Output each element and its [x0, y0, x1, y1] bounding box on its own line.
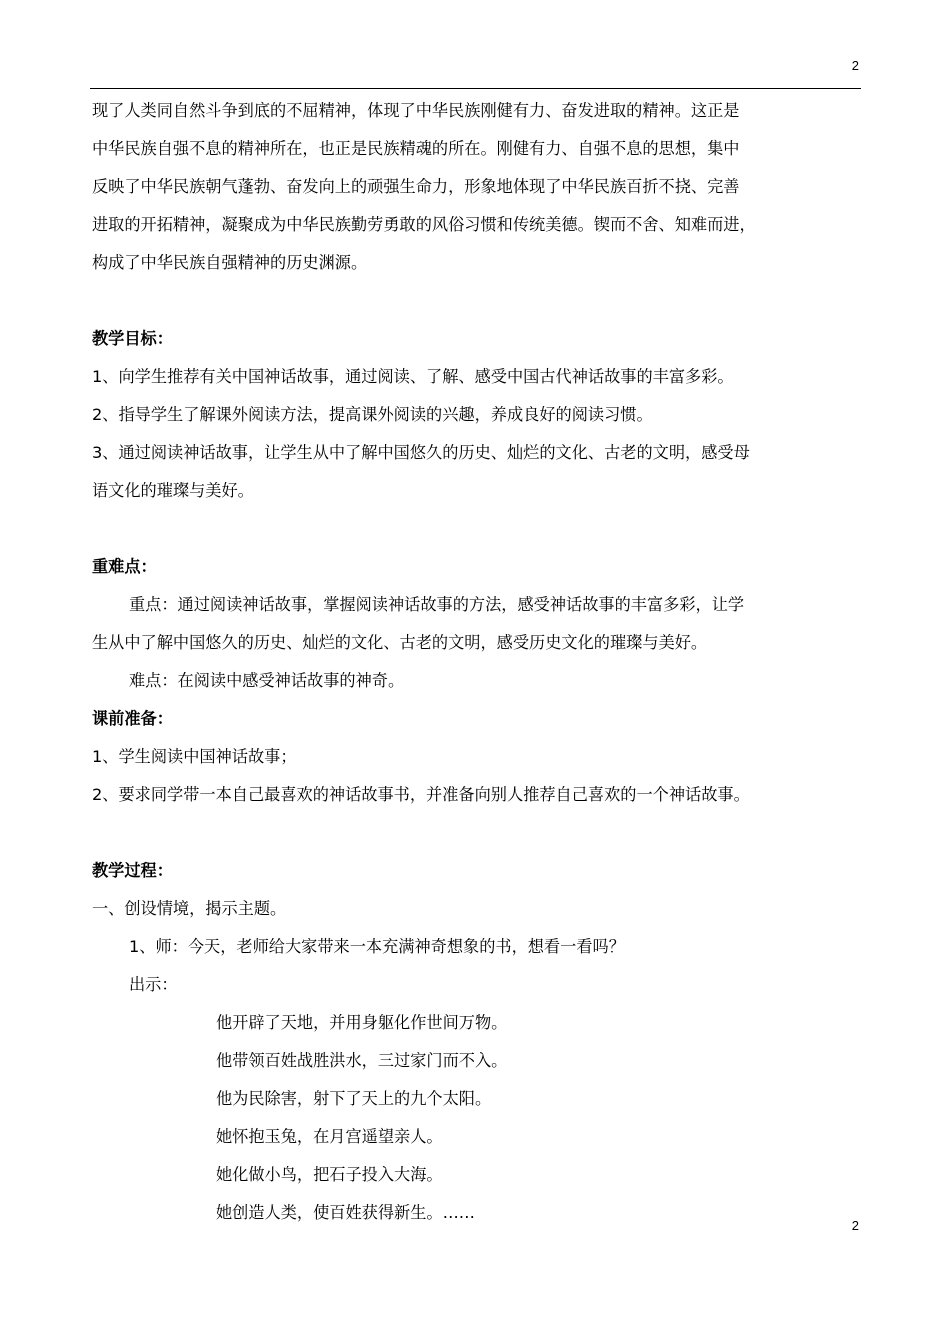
process-step: 1、师：今天，老师给大家带来一本充满神奇想象的书，想看一看吗？	[129, 937, 625, 956]
key-points-heading: 重难点：	[92, 557, 157, 576]
goals-heading: 教学目标：	[92, 329, 173, 348]
intro-line: 中华民族自强不息的精神所在，也正是民族精魂的所在。刚健有力、自强不息的思想，集中	[92, 139, 740, 158]
preparation-heading: 课前准备：	[92, 709, 173, 728]
poem-line: 她创造人类，使百姓获得新生。……	[216, 1203, 475, 1222]
intro-line: 现了人类同自然斗争到底的不屈精神，体现了中华民族刚健有力、奋发进取的精神。这正是	[92, 101, 740, 120]
poem-line: 他带领百姓战胜洪水，三过家门而不入。	[216, 1051, 508, 1070]
intro-line: 反映了中华民族朝气蓬勃、奋发向上的顽强生命力，形象地体现了中华民族百折不挠、完善	[92, 177, 740, 196]
focus-line: 生从中了解中国悠久的历史、灿烂的文化、古老的文明，感受历史文化的璀璨与美好。	[92, 633, 708, 652]
poem-line: 她怀抱玉兔，在月宫遥望亲人。	[216, 1127, 443, 1146]
goal-item: 2、指导学生了解课外阅读方法，提高课外阅读的兴趣，养成良好的阅读习惯。	[92, 405, 653, 424]
goal-item: 语文化的璀璨与美好。	[92, 481, 254, 500]
preparation-item: 2、要求同学带一本自己最喜欢的神话故事书，并准备向别人推荐自己喜欢的一个神话故事。	[92, 785, 750, 804]
poem-line: 他为民除害，射下了天上的九个太阳。	[216, 1089, 492, 1108]
process-section-title: 一、创设情境，揭示主题。	[92, 899, 287, 918]
document-body	[92, 92, 867, 1232]
intro-line: 构成了中华民族自强精神的历史渊源。	[92, 253, 368, 272]
footer-page-number: 2	[851, 1218, 859, 1233]
poem-line: 她化做小鸟，把石子投入大海。	[216, 1165, 443, 1184]
process-heading: 教学过程：	[92, 861, 173, 880]
preparation-item: 1、学生阅读中国神话故事；	[92, 747, 297, 766]
goal-item: 3、通过阅读神话故事，让学生从中了解中国悠久的历史、灿烂的文化、古老的文明，感受母	[92, 443, 750, 462]
show-label: 出示：	[129, 975, 178, 994]
goal-item: 1、向学生推荐有关中国神话故事，通过阅读、了解、感受中国古代神话故事的丰富多彩。	[92, 367, 734, 386]
header-page-number: 2	[851, 58, 859, 73]
poem-line: 他开辟了天地，并用身躯化作世间万物。	[216, 1013, 508, 1032]
focus-line: 重点：通过阅读神话故事，掌握阅读神话故事的方法，感受神话故事的丰富多彩，让学	[129, 595, 745, 614]
header-rule	[90, 88, 861, 89]
intro-line: 进取的开拓精神，凝聚成为中华民族勤劳勇敢的风俗习惯和传统美德。锲而不舍、知难而进，	[92, 215, 756, 234]
difficulty-line: 难点：在阅读中感受神话故事的神奇。	[129, 671, 405, 690]
